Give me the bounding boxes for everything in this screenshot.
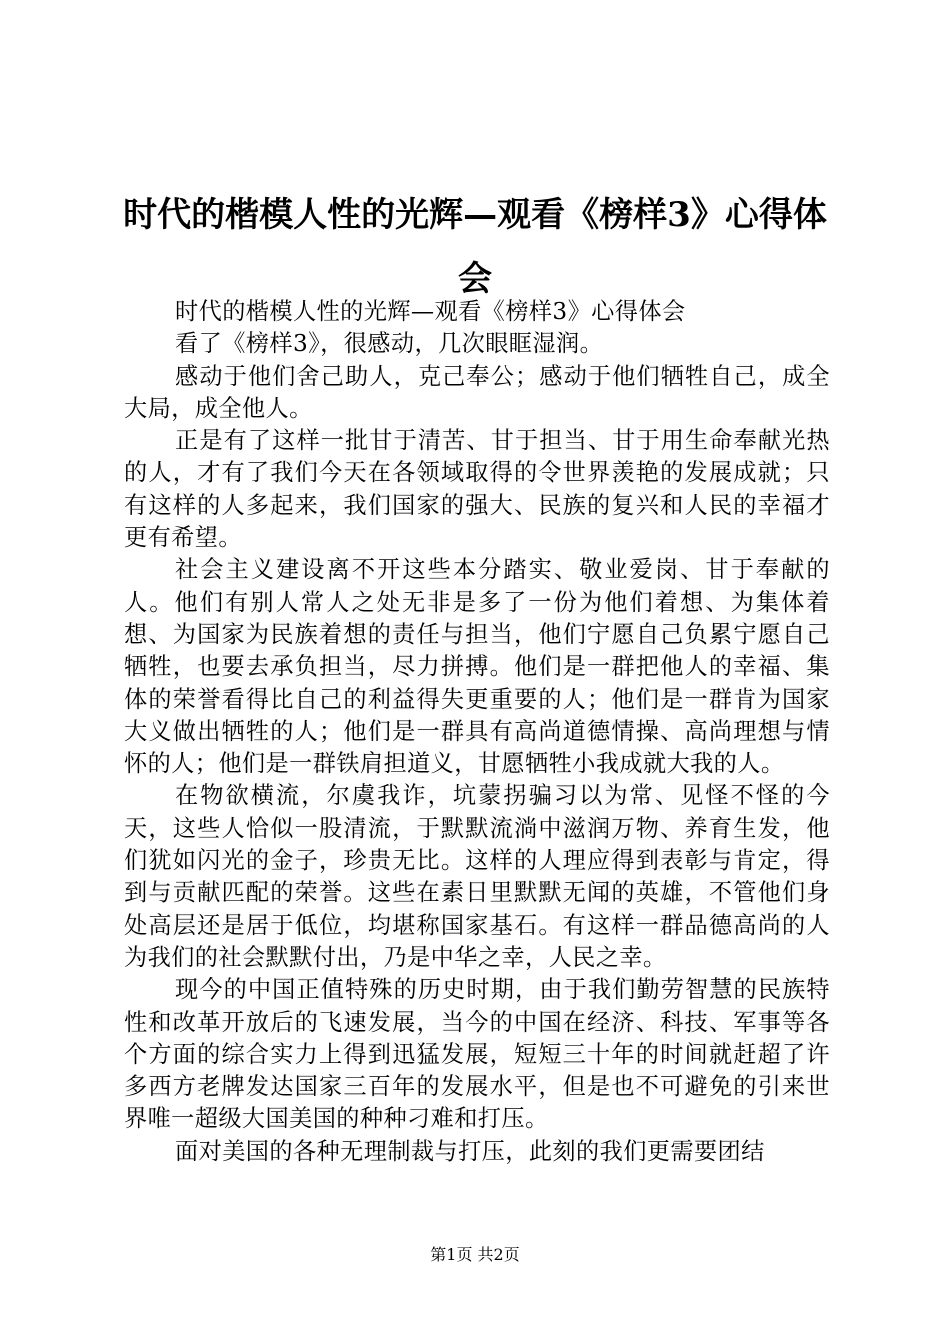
paragraph: 面对美国的各种无理制裁与打压，此刻的我们更需要团结 bbox=[175, 1137, 765, 1165]
paragraph: 时代的楷模人性的光辉—观看《榜样3》心得体会 bbox=[175, 298, 686, 325]
page-number-footer: 第1页 共2页 bbox=[430, 1245, 520, 1264]
paragraph: 正是有了这样一批甘于清苦、甘于担当、甘于用生命奉献光热的人，才有了我们今天在各领域取得的令世界羡艳的发展成就；只有这样的人多起来，我们国家的强大、民族的复兴和人民的幸福才更有希望。 bbox=[124, 427, 830, 552]
paragraph: 现今的中国正值特殊的历史时期，由于我们勤劳智慧的民族特性和改革开放后的飞速发展，当今的中国在经济、科技、军事等各个方面的综合实力上得到迅猛发展，短短三十年的时间就赶超了许多西方老牌发达国家三百年的发展水平，但是也不可避免的引来世界唯一超级大国美国的种种刁难和打压。 bbox=[124, 976, 830, 1133]
paragraph: 社会主义建设离不开这些本分踏实、敬业爱岗、甘于奉献的人。他们有别人常人之处无非是多了一份为他们着想、为集体着想、为国家为民族着想的责任与担当，他们宁愿自己负累宁愿自己牺牲，也要去承负担当，尽力拼搏。他们是一群把他人的幸福、集体的荣誉看得比自己的利益得失更重要的人；他们是一群肯为国家大义做出牺牲的人；他们是一群具有高尚道德情操、高尚理想与情怀的人；他们是一群铁肩担道义，甘愿牺牲小我成就大我的人。 bbox=[124, 556, 830, 778]
document-title: 时代的楷模人性的光辉—观看《榜样3》心得体会 bbox=[123, 195, 827, 299]
paragraph: 感动于他们舍己助人，克己奉公；感动于他们牺牲自己，成全大局，成全他人。 bbox=[124, 362, 830, 422]
paragraph: 看了《榜样3》，很感动，几次眼眶湿润。 bbox=[175, 330, 604, 358]
paragraph: 在物欲横流，尔虞我诈，坑蒙拐骗习以为常、见怪不怪的今天，这些人恰似一股清流，于默默流淌中滋润万物、养育生发，他们犹如闪光的金子，珍贵无比。这样的人理应得到表彰与肯定，得到与贡献匹配的荣誉。这些在素日里默默无闻的英雄，不管他们身处高层还是居于低位，均堪称国家基石。有这样一群品德高尚的人为我们的社会默默付出，乃是中华之幸，人民之幸。 bbox=[124, 782, 830, 971]
document-body bbox=[124, 296, 830, 1168]
